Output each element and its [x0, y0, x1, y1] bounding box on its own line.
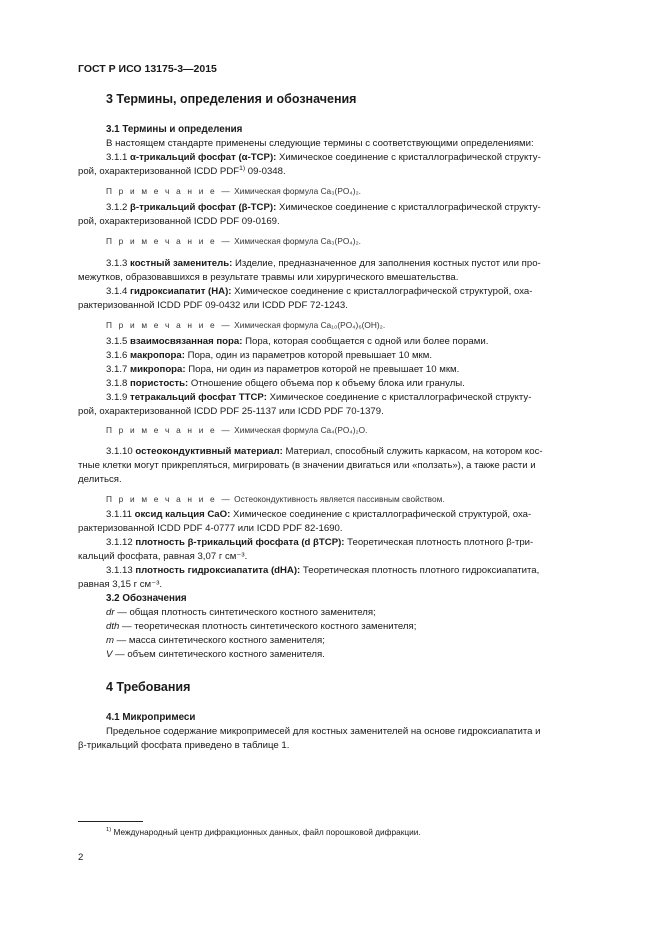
- term-3-1-3-name: костный заменитель:: [130, 258, 233, 269]
- term-3-1-4-name: гидроксиапатит (HA):: [130, 286, 232, 297]
- note-3-1-10: П р и м е ч а н и е — Остеокондуктивность является пассивным свойством.: [106, 494, 445, 504]
- footnote-ref: 1): [239, 164, 246, 172]
- term-3-1-7: 3.1.7 микропора: Пора, ни один из параметров которой не превышает 10 мкм.: [106, 364, 460, 375]
- symbol-dth: dth — теоретическая плотность синтетического костного заменителя;: [106, 621, 417, 632]
- term-3-1-6: 3.1.6 макропора: Пора, один из параметров которой превышает 10 мкм.: [106, 350, 433, 361]
- page-number: 2: [78, 852, 84, 863]
- term-3-1-2-cont: рой, охарактеризованной ICDD PDF 09-0169.: [78, 216, 280, 227]
- standard-header: ГОСТ Р ИСО 13175-3—2015: [78, 63, 217, 75]
- term-3-1-13: 3.1.13 плотность гидроксиапатита (dHA): Теоретическая плотность плотного гидроксиапатита,: [106, 565, 540, 576]
- symbol-dr: dr — общая плотность синтетического костного заменителя;: [106, 607, 376, 618]
- term-3-1-1-name: α-трикальций фосфат (α-TCP):: [130, 152, 277, 163]
- term-3-1-5: 3.1.5 взаимосвязанная пора: Пора, которая сообщается с одной или более порами.: [106, 336, 489, 347]
- note-3-1-2: П р и м е ч а н и е — Химическая формула Ca₃(PO₄)₂.: [106, 236, 361, 246]
- subsection-4-1-title: 4.1 Микропримеси: [106, 712, 196, 723]
- term-3-1-12: 3.1.12 плотность β-трикальций фосфата (d βTCP): Теоретическая плотность плотного β-три-: [106, 537, 534, 548]
- symbol-v: V — объем синтетического костного заменителя.: [106, 649, 325, 660]
- term-3-1-3-cont: межутков, образовавшихся в результате травмы или хирургического вмешательства.: [78, 272, 459, 283]
- term-3-1-1-cont: рой, охарактеризованной ICDD PDF$^{1)}$ 09-0348.: [78, 164, 286, 177]
- term-3-1-3: 3.1.3 костный заменитель: Изделие, предназначенное для заполнения костных пустот или про-: [106, 258, 541, 269]
- section-3-title: 3 Термины, определения и обозначения: [106, 92, 357, 106]
- term-3-1-11: 3.1.11 оксид кальция CaO: Химическое соединение с кристаллографической структурой, оха-: [106, 509, 532, 520]
- subsection-3-1-title: 3.1 Термины и определения: [106, 124, 243, 135]
- section-4-paragraph: Предельное содержание микропримесей для костных заменителей на основе гидроксиапатита и: [106, 726, 541, 737]
- term-3-1-11-cont: рактеризованной ICDD PDF 4-0777 или ICDD PDF 82-1690.: [78, 523, 343, 534]
- footnote: $^{1)}$ Международный центр дифракционных данных, файл порошковой дифракции.: [106, 827, 421, 837]
- term-3-1-8: 3.1.8 пористость: Отношение общего объема пор к объему блока или гранулы.: [106, 378, 465, 389]
- note-3-1-9: П р и м е ч а н и е — Химическая формула Ca₄(PO₄)₂O.: [106, 425, 368, 435]
- term-3-1-10: 3.1.10 остеокондуктивный материал: Материал, способный служить каркасом, на котором кос-: [106, 446, 543, 457]
- term-3-1-13-cont: равная 3,15 г см⁻³.: [78, 579, 163, 590]
- note-3-1-4: П р и м е ч а н и е — Химическая формула Ca₁₀(PO₄)₆(OH)₂.: [106, 320, 386, 330]
- section-4-paragraph-cont: β-трикальций фосфата приведено в таблице 1.: [78, 740, 290, 751]
- term-3-1-2: 3.1.2 β-трикальций фосфат (β-TCP): Химическое соединение с кристаллографической структу-: [106, 202, 541, 213]
- term-3-1-2-name: β-трикальций фосфат (β-TCP):: [130, 202, 277, 213]
- term-3-1-12-cont: кальций фосфата, равная 3,07 г см⁻³.: [78, 551, 248, 562]
- term-3-1-10-cont: тные клетки могут прикрепляться, мигрировать (в значении двигаться или «ползать»), а также расти и: [78, 460, 536, 471]
- subsection-3-2-title: 3.2 Обозначения: [106, 593, 187, 604]
- section-4-title: 4 Требования: [106, 680, 191, 694]
- intro-paragraph: В настоящем стандарте применены следующие термины с соответствующими определениями:: [106, 138, 534, 149]
- term-3-1-4-cont: рактеризованной ICDD PDF 09-0432 или ICDD PDF 72-1243.: [78, 300, 348, 311]
- term-3-1-9: 3.1.9 тетракальций фосфат TTCP: Химическое соединение с кристаллографической структу-: [106, 392, 532, 403]
- term-3-1-9-cont: рой, охарактеризованной ICDD PDF 25-1137 или ICDD PDF 70-1379.: [78, 406, 384, 417]
- term-3-1-4: 3.1.4 гидроксиапатит (HA): Химическое соединение с кристаллографической структурой, оха-: [106, 286, 533, 297]
- note-3-1-1: П р и м е ч а н и е — Химическая формула Ca₃(PO₄)₂.: [106, 186, 361, 196]
- term-3-1-10-cont2: делиться.: [78, 474, 122, 485]
- term-3-1-1: 3.1.1 α-трикальций фосфат (α-TCP): Химическое соединение с кристаллографической структу-: [106, 152, 541, 163]
- symbol-m: m — масса синтетического костного заменителя;: [106, 635, 325, 646]
- footnote-separator: [78, 821, 143, 822]
